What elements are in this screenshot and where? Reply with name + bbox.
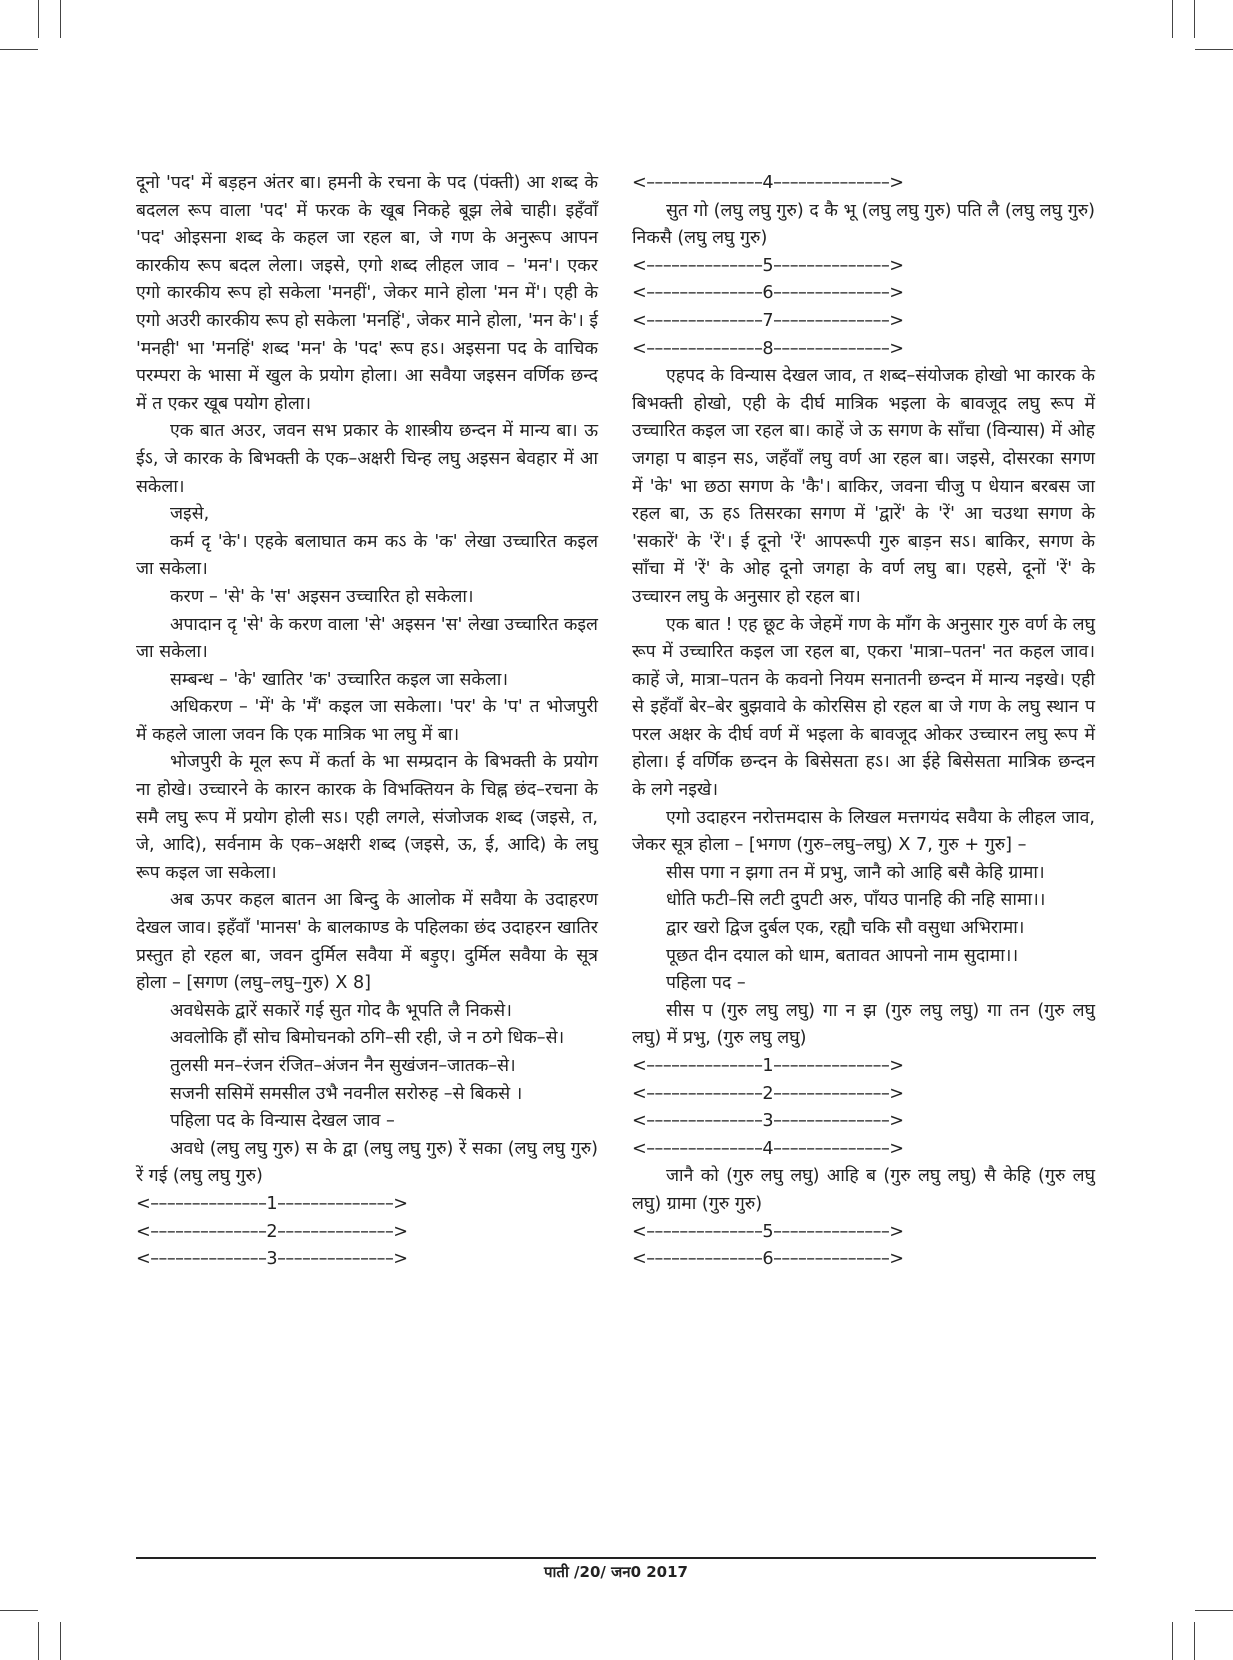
paragraph: जइसे, <box>170 504 210 525</box>
divider-number: 2 <box>762 1083 774 1104</box>
crop-mark <box>0 49 38 50</box>
crop-mark <box>1194 1622 1195 1660</box>
scansion-divider: <––––––––––––––2––––––––––––––> <box>136 1221 408 1242</box>
divider-number: 6 <box>762 1249 774 1270</box>
divider-number: 4 <box>762 1138 774 1159</box>
crop-mark <box>0 1610 38 1611</box>
divider-number: 2 <box>266 1221 278 1242</box>
crop-mark <box>38 0 39 38</box>
divider-number: 7 <box>762 310 774 331</box>
divider-number: 4 <box>762 173 774 193</box>
divider-number: 1 <box>266 1193 278 1214</box>
right-column <box>632 170 1095 1274</box>
paragraph: तुलसी मन–रंजन रंजित–अंजन नैन सुखंजन–जातक–से। <box>170 1056 516 1076</box>
crop-mark <box>60 0 61 38</box>
paragraph: करण – 'से' के 'स' अइसन उच्चारित हो सकेला। <box>170 586 474 607</box>
crop-mark <box>60 1622 61 1660</box>
crop-mark <box>1195 1610 1233 1611</box>
crop-mark <box>1195 49 1233 50</box>
paragraph: सजनी ससिमें समसील उभै नवनील सरोरुह –से बिकसे । <box>170 1083 523 1104</box>
paragraph: अधिकरण – 'में' के 'मँ' कइल जा सकेला। 'पर' के 'प' त भोजपुरी में कहले जाला जवन कि एक मात्रिक भा लघु में बा। <box>136 697 598 745</box>
paragraph: द्वार खरो द्विज दुर्बल एक, रह्यौ चकि सौ वसुधा अभिरामा। <box>666 918 1025 939</box>
divider-number: 1 <box>762 1056 774 1076</box>
scansion-divider: <––––––––––––––3––––––––––––––> <box>136 1249 408 1270</box>
paragraph: एक बात अउर, जवन सभ प्रकार के शास्त्रीय छन्दन में मान्य बा। ऊ ईऽ, जे कारक के बिभक्ती के एक–अक्षरी चिन्ह लघु अइसन बेवहार में आ सकेला। <box>136 421 598 497</box>
paragraph: सम्बन्ध – 'के' खातिर 'क' उच्चारित कइल जा सकेला। <box>170 669 509 690</box>
scansion-divider: <––––––––––––––2––––––––––––––> <box>632 1083 904 1104</box>
paragraph: सीस पगा न झगा तन में प्रभु, जानै को आहि बसै केहि ग्रामा। <box>666 862 1045 883</box>
crop-mark <box>1172 0 1173 38</box>
scansion-divider: <––––––––––––––1––––––––––––––> <box>632 1056 904 1076</box>
crop-mark <box>1194 0 1195 38</box>
divider-number: 6 <box>762 283 774 304</box>
paragraph: भोजपुरी के मूल रूप में कर्ता के भा सम्प्रदान के बिभक्ती के प्रयोग ना होखे। उच्चारने के कारन कारक के विभक्तियन के चिह्न छंद–रचना के समै लघु रूप में प्रयोग होली सऽ। एही लगले, संजोजक शब्द (जइसे, त, जे, आदि), सर्वनाम के एक–अक्षरी शब्द (जइसे, ऊ, ई, आदि) के लघु रूप कइल जा सकेला। <box>136 752 598 883</box>
paragraph: एक बात ! एह छूट के जेहमें गण के माँग के अनुसार गुरु वर्ण के लघु रूप में उच्चारित कइल जा रहल बा, एकरा 'मात्रा–पतन' नत कहल जाव। काहें जे, मात्रा–पतन के कवनो नियम सनातनी छन्दन में मान्य नइखे। एही से इहँवाँ बेर–बेर बुझवावे के कोरसिस हो रहल बा जे गण के लघु स्थान प परल अक्षर के दीर्घ वर्ण में भइला के बावजूद ओकर उच्चारन लघु रूप में होला। ई वर्णिक छन्दन के बिसेसता हऽ। आ ईहे बिसेसता मात्रिक छन्दन के लगे नइखे। <box>632 614 1095 801</box>
paragraph: सुत गो (लघु लघु गुरु) द कै भू (लघु लघु गुरु) पति लै (लघु लघु गुरु) निकसै (लघु लघु गुरु) <box>632 200 1095 249</box>
paragraph: एहपद के विन्यास देखल जाव, त शब्द–संयोजक होखो भा कारक के बिभक्ती होखो, एही के दीर्घ मात्रिक भइला के बावजूद लघु रूप में उच्चारित कइल जा रहल बा। काहें जे ऊ सगण के साँचा (विन्यास) में ओह जगहा प बाड़न सऽ, जहँवाँ लघु वर्ण आ रहल बा। जइसे, दोसरका सगण में 'के' भा छठा सगण के 'कै'। बाकिर, जवना चीजु प धेयान बरबस जा रहल बा, ऊ हऽ तिसरका सगण में 'द्वारें' के 'रें' आ चउथा सगण के 'सकारें' के 'रें'। ई दूनो 'रें' आपरूपी गुरु बाड़न सऽ। बाकिर, सगण के साँचा में 'रें' के ओह दूनो जगहा के वर्ण लघु बा। एहसे, दूनों 'रें' के उच्चारन लघु के अनुसार हो रहल बा। <box>632 366 1095 607</box>
divider-number: 5 <box>762 255 774 276</box>
scansion-divider: <––––––––––––––4––––––––––––––> <box>632 1138 904 1159</box>
paragraph: जानै को (गुरु लघु लघु) आहि ब (गुरु लघु लघु) सै केहि (गुरु लघु लघु) ग्रामा (गुरु गुरु) <box>632 1166 1095 1214</box>
crop-mark <box>38 1622 39 1660</box>
divider-number: 3 <box>266 1249 278 1270</box>
paragraph: पहिला पद – <box>666 973 746 994</box>
paragraph: अवलोकि हौं सोच बिमोचनको ठगि–सी रही, जे न ठगे धिक–से। <box>170 1028 565 1049</box>
paragraph: सीस प (गुरु लघु लघु) गा न झ (गुरु लघु लघु) गा तन (गुरु लघु लघु) में प्रभु, (गुरु लघु लघु) <box>632 1000 1095 1049</box>
paragraph: पहिला पद के विन्यास देखल जाव – <box>170 1111 395 1132</box>
paragraph: पूछत दीन दयाल को धाम, बतावत आपनो नाम सुदामा।। <box>666 945 1019 966</box>
divider-number: 3 <box>762 1111 774 1132</box>
divider-number: 8 <box>762 338 774 359</box>
left-column <box>136 170 598 1274</box>
scansion-divider: <––––––––––––––7––––––––––––––> <box>632 310 904 331</box>
page-footer: पाती /20/ जन0 2017 <box>544 1563 688 1581</box>
scansion-divider: <––––––––––––––3––––––––––––––> <box>632 1111 904 1132</box>
paragraph: एगो उदाहरन नरोत्तमदास के लिखल मत्तगयंद सवैया के लीहल जाव, जेकर सूत्र होला – [भगण (गुरु–लघु–लघु) X 7, गुरु + गुरु] – <box>632 807 1095 856</box>
scansion-divider: <––––––––––––––4––––––––––––––> <box>632 173 904 193</box>
paragraph: अवधेसके द्वारें सकारें गई सुत गोद कै भूपति लै निकसे। <box>170 1000 512 1021</box>
scansion-divider: <––––––––––––––6––––––––––––––> <box>632 1249 904 1270</box>
paragraph: अब ऊपर कहल बातन आ बिन्दु के आलोक में सवैया के उदाहरण देखल जाव। इहँवाँ 'मानस' के बालकाण्ड के पहिलका छंद उदाहरन खातिर प्रस्तुत हो रहल बा, जवन दुर्मिल सवैया में बड़ुए। दुर्मिल सवैया के सूत्र होला – [सगण (लघु–लघु–गुरु) X 8] <box>136 890 598 994</box>
paragraph: कर्म दृ 'के'। एहके बलाघात कम कऽ के 'क' लेखा उच्चारित कइल जा सकेला। <box>136 531 598 580</box>
scansion-divider: <––––––––––––––5––––––––––––––> <box>632 255 904 276</box>
divider-number: 5 <box>762 1221 774 1242</box>
scansion-divider: <––––––––––––––1––––––––––––––> <box>136 1193 408 1214</box>
paragraph: धोति फटी–सि लटी दुपटी अरु, पाँयउ पानहि की नहि सामा।। <box>666 890 1046 911</box>
scansion-divider: <––––––––––––––8––––––––––––––> <box>632 338 904 359</box>
footer-rule <box>136 1557 1096 1559</box>
scansion-divider: <––––––––––––––6––––––––––––––> <box>632 283 904 304</box>
paragraph: दूनो 'पद' में बड़हन अंतर बा। हमनी के रचना के पद (पंक्ती) आ शब्द के बदलल रूप वाला 'पद' में फरक के खूब निकहे बूझ लेबे चाही। इहँवाँ 'पद' ओइसना शब्द के कहल जा रहल बा, जे गण के अनुरूप आपन कारकीय रूप बदल लेला। जइसे, एगो शब्द लीहल जाव – 'मन'। एकर एगो कारकीय रूप हो सकेला 'मनहीं', जेकर माने होला 'मन में'। एही के एगो अउरी कारकीय रूप हो सकेला 'मनहिं', जेकर माने होला, 'मन के'। ई 'मनही' भा 'मनहिं' शब्द 'मन' के 'पद' रूप हऽ। अइसना पद के वाचिक परम्परा के भासा में खुल के प्रयोग होला। आ सवैया जइसन वर्णिक छन्द में त एकर खूब पयोग होला। <box>136 173 598 414</box>
paragraph: अपादान दृ 'से' के करण वाला 'से' अइसन 'स' लेखा उच्चारित कइल जा सकेला। <box>136 614 598 663</box>
crop-mark <box>1172 1622 1173 1660</box>
paragraph: अवधे (लघु लघु गुरु) स के द्वा (लघु लघु गुरु) रें सका (लघु लघु गुरु) रें गई (लघु लघु गुरु) <box>136 1138 598 1187</box>
scansion-divider: <––––––––––––––5––––––––––––––> <box>632 1221 904 1242</box>
